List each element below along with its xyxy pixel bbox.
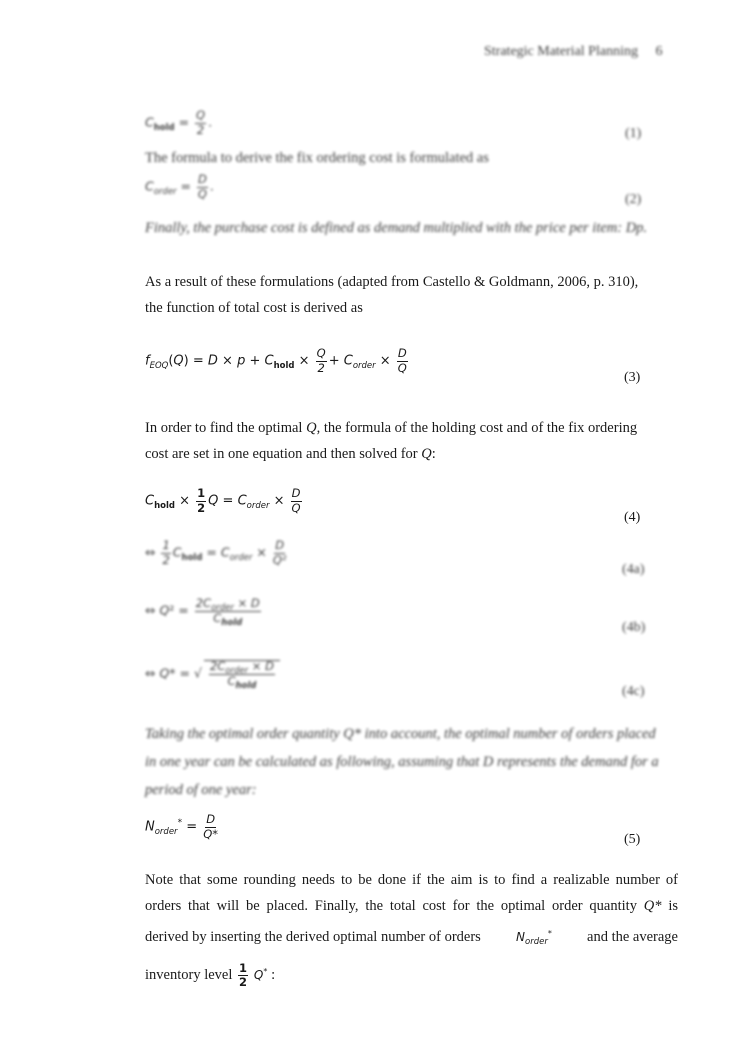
equation-1-holding-cost: $C_{hold}$ = $\frac{Q}{2}$ . — [145, 108, 213, 137]
equation-4c: ⇔ Q* = √ $\frac{2C_{order} \times D}{C_{hold}}$ — [145, 660, 280, 687]
line-3-text-start: derived by inserting the derived optimal number of orders — [145, 928, 481, 945]
paragraph-3-line-2: orders that will be placed. Finally, the total cost for the optimal order quantity Q* is — [145, 898, 678, 914]
equation-4: $C_{hold}$ × $\frac{1}{2}$ $Q = C_{order}$ × $\frac{D}{Q}$ — [145, 486, 301, 515]
paragraph-2-line-2: cost are set in one equation and then solved for Q: — [145, 446, 436, 462]
equation-4a: ⇔ $\frac{1}{2}$ $C_{hold} = C_{order}$ × $\frac{D}{\text{Q²}}$ — [145, 538, 287, 567]
page-number: 6 — [655, 44, 663, 59]
equation-1-label: (1) — [625, 126, 642, 141]
paragraph-2-line-1: In order to find the optimal Q, the formula of the holding cost and of the fix ordering — [145, 420, 638, 436]
optimal-orders-para-line-2: in one year can be calculated as following, assuming that D represents the demand for a — [145, 754, 659, 770]
line-4-text-start: inventory level — [145, 967, 233, 983]
equation-4b-label: (4b) — [622, 620, 646, 635]
optimal-orders-para-line-1: Taking the optimal order quantity Q* into account, the optimal number of orders placed — [145, 726, 656, 742]
fix-cost-sentence: The formula to derive the fix ordering cost is formulated as — [145, 150, 489, 166]
optimal-orders-para-line-3: period of one year: — [145, 782, 257, 798]
equation-4-label: (4) — [624, 510, 641, 525]
line-3-text-end: and the average — [587, 928, 678, 945]
equation-2-ordering-cost: $C_{order}$ = $\frac{D}{Q}$ . — [145, 172, 214, 201]
paragraph-3-line-4 — [145, 958, 275, 989]
paragraph-1-line-1: As a result of these formulations (adapted from Castello & Goldmann, 2006, p. 310), — [145, 274, 639, 290]
equation-3-label: (3) — [624, 370, 641, 385]
equation-4c-label: (4c) — [622, 684, 645, 699]
equation-4b: ⇔ Q² = $\frac{2C_{order} \times D}{C_{hold}}$ — [145, 596, 260, 628]
paragraph-3-line-1: Note that some rounding needs to be done if the aim is to find a realizable number of — [145, 872, 678, 888]
equation-5-number-of-orders: $N_{order}^*$ = $\frac{D}{Q*}$ — [145, 812, 219, 841]
paragraph-3-line-3 — [145, 920, 678, 953]
equation-2-label: (2) — [625, 192, 642, 207]
n-order-star-inline: $N_{order}^*$ — [516, 929, 552, 947]
running-header — [484, 44, 662, 60]
running-title: Strategic Material Planning — [484, 44, 638, 59]
equation-3-total-cost: $f_{EOQ}(Q) = D \times p + C_{hold}$ × $\frac{Q}{2}$ + $C_{order}$ × $\frac{D}{Q}$ — [145, 346, 407, 375]
equation-5-label: (5) — [624, 832, 641, 847]
equation-4a-label: (4a) — [622, 562, 645, 577]
half-q-star-inline: $\frac{1}{2}$ Q* — [239, 960, 268, 989]
purchase-cost-sentence: Finally, the purchase cost is defined as demand multiplied with the price per item: Dp. — [145, 220, 648, 236]
line-4-text-end: : — [271, 967, 276, 983]
paragraph-1-line-2: the function of total cost is derived as — [145, 300, 363, 316]
